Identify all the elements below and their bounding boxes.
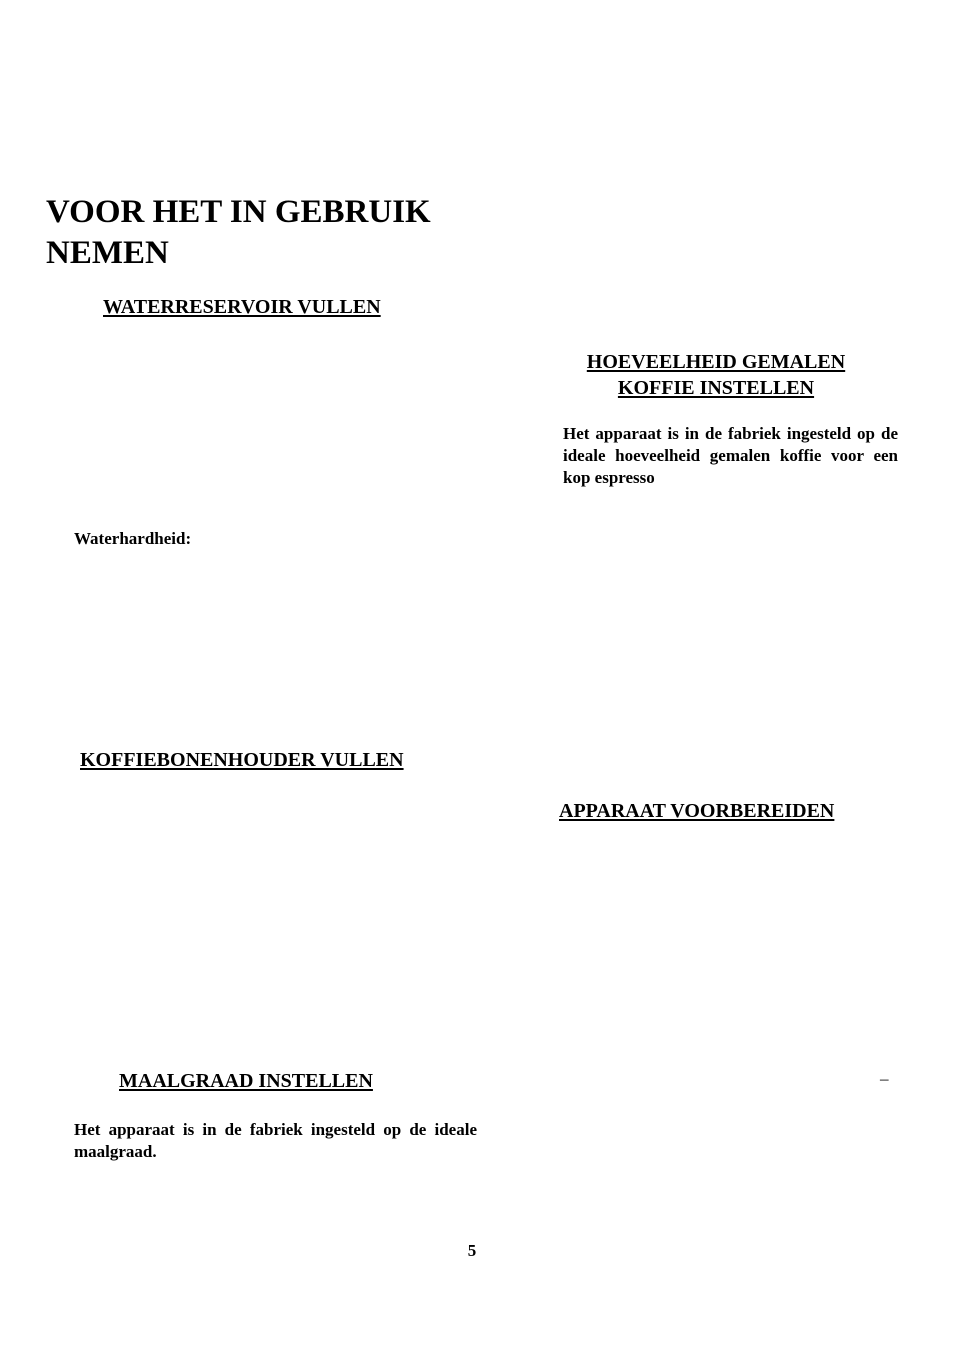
heading-set-grind-level: MAALGRAAD INSTELLEN (119, 1070, 373, 1092)
heading-line-1: HOEVEELHEID GEMALEN (586, 351, 846, 373)
dash-mark: – (880, 1069, 889, 1088)
paragraph-ground-coffee-amount: Het apparaat is in de fabriek ingesteld op de ideale hoeveelheid gemalen koffie voor een kop espresso (563, 424, 898, 487)
page-title: VOOR HET IN GEBRUIK NEMEN (46, 194, 431, 271)
heading-set-ground-coffee-amount (560, 349, 872, 401)
heading-prepare-appliance: APPARAAT VOORBEREIDEN (559, 800, 835, 822)
paragraph-grind-level: Het apparaat is in de fabriek ingesteld op de ideale maalgraad. (74, 1120, 477, 1161)
heading-line-2: KOFFIE INSTELLEN (617, 377, 815, 399)
heading-fill-bean-container: KOFFIEBONENHOUDER VULLEN (80, 749, 404, 771)
page-number: 5 (467, 1241, 477, 1260)
label-water-hardness: Waterhardheid: (74, 529, 192, 548)
heading-fill-water-reservoir: WATERRESERVOIR VULLEN (103, 296, 381, 318)
